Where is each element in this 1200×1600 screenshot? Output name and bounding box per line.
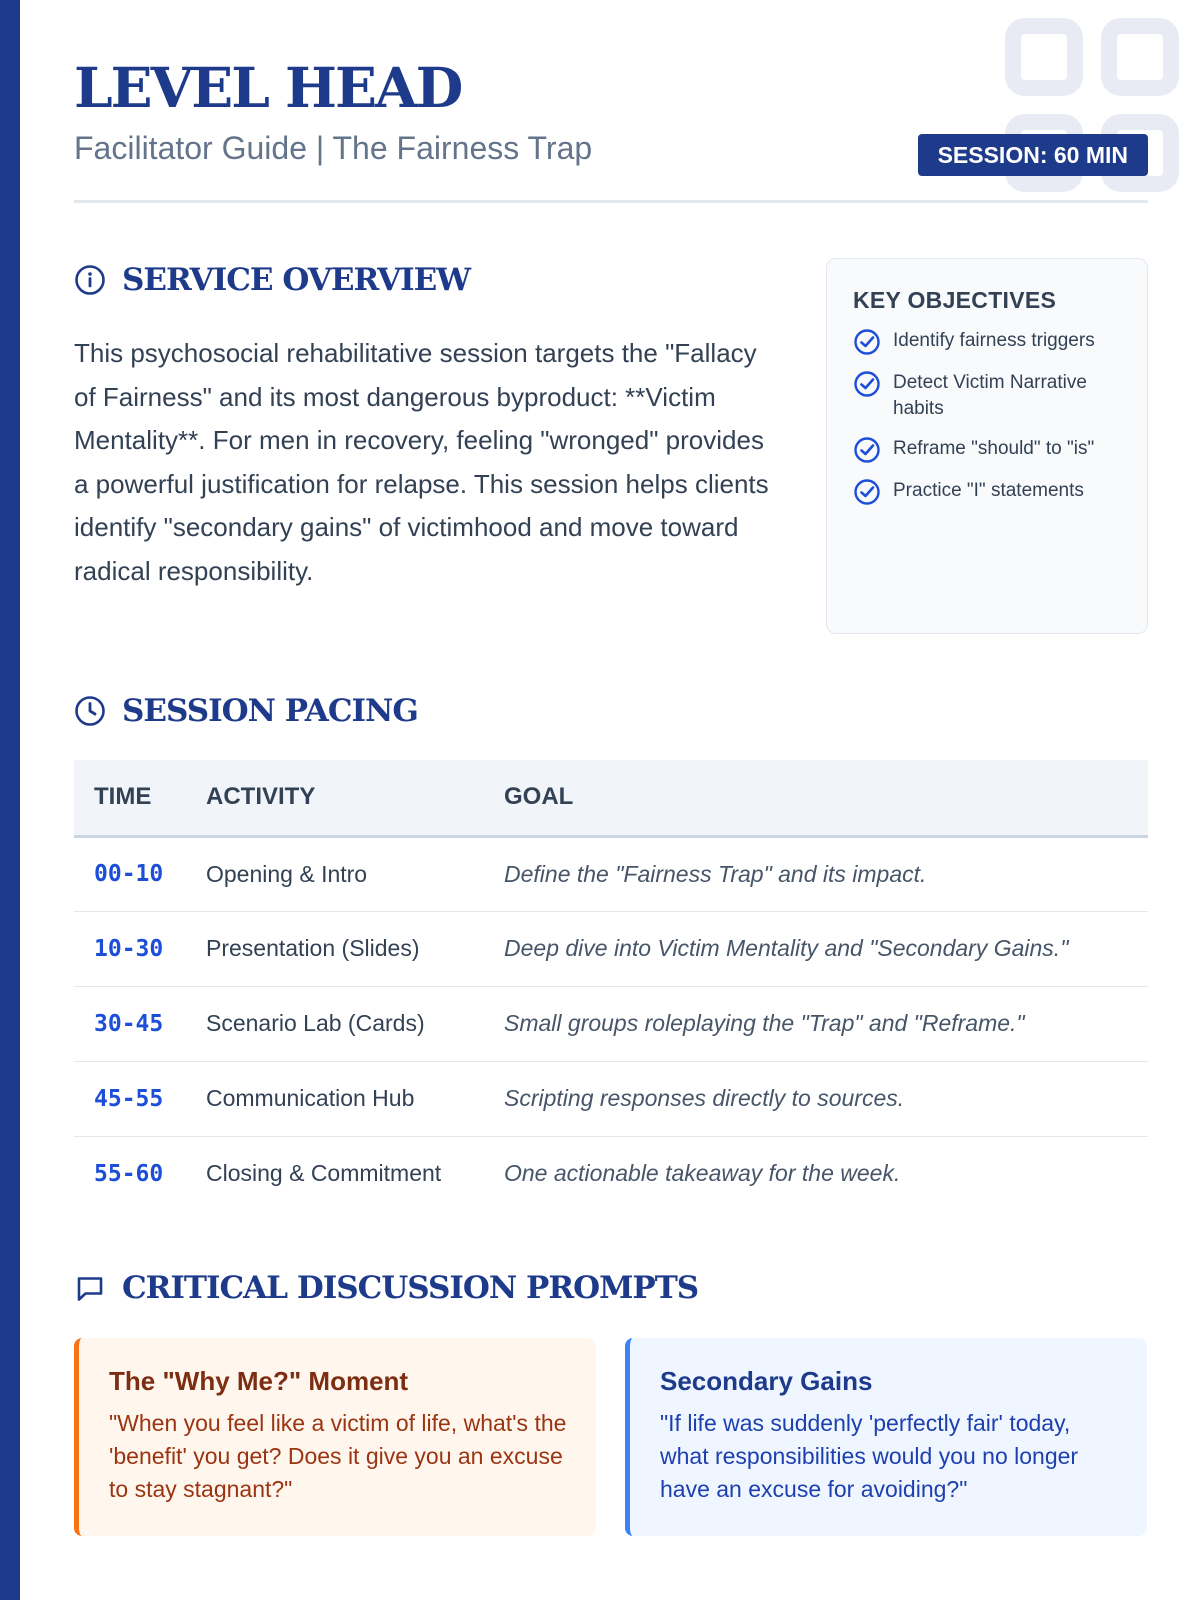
objectives-title: KEY OBJECTIVES <box>853 287 1057 313</box>
prompt-card-title: Secondary Gains <box>660 1366 873 1396</box>
check-circle-icon <box>853 436 881 464</box>
overview-heading <box>74 262 470 298</box>
goal-cell: One actionable takeaway for the week. <box>504 1160 901 1187</box>
table-row <box>74 1136 1148 1211</box>
activity-cell: Presentation (Slides) <box>186 911 484 986</box>
key-objectives-panel <box>826 258 1148 634</box>
objective-text: Practice "I" statements <box>893 480 1084 501</box>
session-duration-badge: SESSION: 60 MIN <box>918 134 1148 176</box>
activity-cell: Communication Hub <box>186 1061 484 1136</box>
clock-icon <box>74 695 106 727</box>
activity-cell: Closing & Commitment <box>206 1160 442 1187</box>
objective-item <box>853 478 1123 506</box>
info-circle-icon <box>74 264 106 296</box>
activity-cell: Scenario Lab (Cards) <box>186 986 484 1061</box>
column-header-activity: ACTIVITY <box>186 760 484 836</box>
prompt-card-text: "When you feel like a victim of life, what's the 'benefit' you get? Does it give you an excuse to stay stagnant?" <box>109 1410 567 1502</box>
goal-cell: Scripting responses directly to sources. <box>484 1061 1148 1136</box>
table-row <box>74 986 1148 1061</box>
objective-item <box>853 328 1123 356</box>
goal-cell: Define the "Fairness Trap" and its impact. <box>484 836 1148 911</box>
goal-cell: Deep dive into Victim Mentality and "Secondary Gains." <box>484 911 1148 986</box>
column-header-time: TIME <box>74 760 186 836</box>
table-row <box>74 836 1148 911</box>
time-cell: 55-60 <box>94 1160 164 1187</box>
time-cell: 00-10 <box>74 836 186 911</box>
pacing-title: SESSION PACING <box>122 693 418 729</box>
prompts-title: CRITICAL DISCUSSION PROMPTS <box>122 1270 699 1306</box>
guide-subtitle: Facilitator Guide | The Fairness Trap <box>74 130 593 166</box>
column-header-goal: GOAL <box>484 760 1148 836</box>
message-square-icon <box>74 1272 106 1304</box>
objective-text: Reframe "should" to "is" <box>893 438 1095 459</box>
check-circle-icon <box>853 370 881 398</box>
time-cell: 10-30 <box>74 911 186 986</box>
activity-cell: Opening & Intro <box>186 836 484 911</box>
goal-cell: Small groups roleplaying the "Trap" and "Reframe." <box>484 986 1148 1061</box>
table-row <box>74 911 1148 986</box>
objective-text: Detect Victim Narrative habits <box>893 372 1087 419</box>
time-cell: 45-55 <box>74 1061 186 1136</box>
overview-title: SERVICE OVERVIEW <box>122 262 471 298</box>
session-pacing-table <box>74 760 1148 1211</box>
check-circle-icon <box>853 478 881 506</box>
prompts-heading <box>74 1270 698 1306</box>
table-row <box>74 1061 1148 1136</box>
objective-item <box>853 370 1123 422</box>
prompt-card-why-me <box>74 1338 596 1536</box>
overview-paragraph: This psychosocial rehabilitative session targets the "Fallacy of Fairness" and its most dangerous byproduct: **Victim Mentality**. For men in recovery, feeling "wronged" provides a powerful justification for relapse. This session helps clients identify "secondary gains" of victimhood and move toward radical responsibility. <box>74 338 769 586</box>
objective-text: Identify fairness triggers <box>893 330 1095 351</box>
brand-title: LEVEL HEAD <box>74 55 462 120</box>
left-accent-bar <box>0 0 20 1600</box>
time-cell: 30-45 <box>74 986 186 1061</box>
prompt-card-secondary-gains <box>625 1338 1147 1536</box>
objective-item <box>853 436 1123 464</box>
prompt-card-text: "If life was suddenly 'perfectly fair' today, what responsibilities would you no longer have an excuse for avoiding?" <box>660 1410 1079 1502</box>
table-header-row <box>74 760 1148 836</box>
header-divider <box>74 200 1148 203</box>
pacing-heading <box>74 693 418 729</box>
prompt-card-title: The "Why Me?" Moment <box>109 1366 409 1396</box>
check-circle-icon <box>853 328 881 356</box>
